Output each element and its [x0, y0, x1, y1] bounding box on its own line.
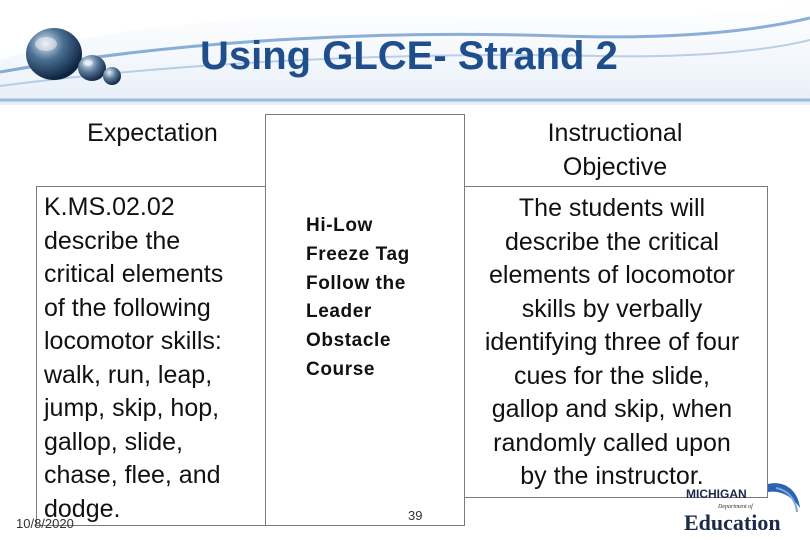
logo-line3: Education — [684, 510, 781, 535]
content-list — [306, 212, 410, 385]
expectation-line: K.MS.02.02 — [44, 193, 175, 221]
content-item: Follow the — [306, 272, 406, 294]
objective-line: by the instructor. — [520, 462, 704, 490]
slide-date: 10/8/2020 — [16, 516, 74, 531]
content-item: Leader — [306, 301, 372, 323]
expectation-line: of the following — [44, 293, 211, 322]
objective-line: gallop and skip, when — [491, 395, 733, 423]
content-item: Obstacle — [306, 330, 392, 352]
objective-line: The students will — [518, 194, 706, 222]
objective-header-line1: Instructional — [547, 119, 683, 147]
objective-line: cues for the slide, — [514, 361, 710, 390]
objective-line: identifying three of four — [484, 328, 740, 356]
objective-text — [462, 192, 762, 494]
slide-title: Using GLCE- Strand 2 — [200, 34, 618, 78]
content-item: Freeze Tag — [306, 243, 410, 265]
objective-line: randomly called upon — [493, 428, 731, 457]
expectation-header: Expectation — [87, 119, 218, 147]
objective-line: describe the critical — [505, 227, 719, 256]
logo-line2: Department of — [718, 504, 753, 510]
objective-line: skills by verbally — [521, 294, 703, 323]
objective-header — [470, 116, 760, 184]
page-number: 39 — [408, 508, 423, 523]
expectation-text — [44, 191, 264, 526]
header-banner — [0, 0, 810, 105]
content-item: Hi-Low — [306, 215, 373, 236]
objective-line: elements of locomotor — [489, 261, 735, 289]
content-item: Course — [306, 358, 376, 380]
expectation-line: walk, run, leap, — [44, 360, 213, 389]
expectation-line: chase, flee, and — [44, 461, 221, 489]
expectation-line: describe the — [44, 226, 181, 255]
expectation-line: dodge. — [44, 494, 121, 523]
michigan-education-logo — [680, 478, 802, 536]
expectation-line: gallop, slide, — [44, 427, 183, 456]
expectation-line: locomotor skills: — [44, 327, 222, 355]
objective-header-line2: Objective — [562, 153, 668, 181]
expectation-line: jump, skip, hop, — [44, 394, 220, 422]
expectation-line: critical elements — [44, 260, 224, 288]
globe-orb-icon — [18, 24, 128, 96]
logo-line1: MICHIGAN — [686, 487, 747, 501]
